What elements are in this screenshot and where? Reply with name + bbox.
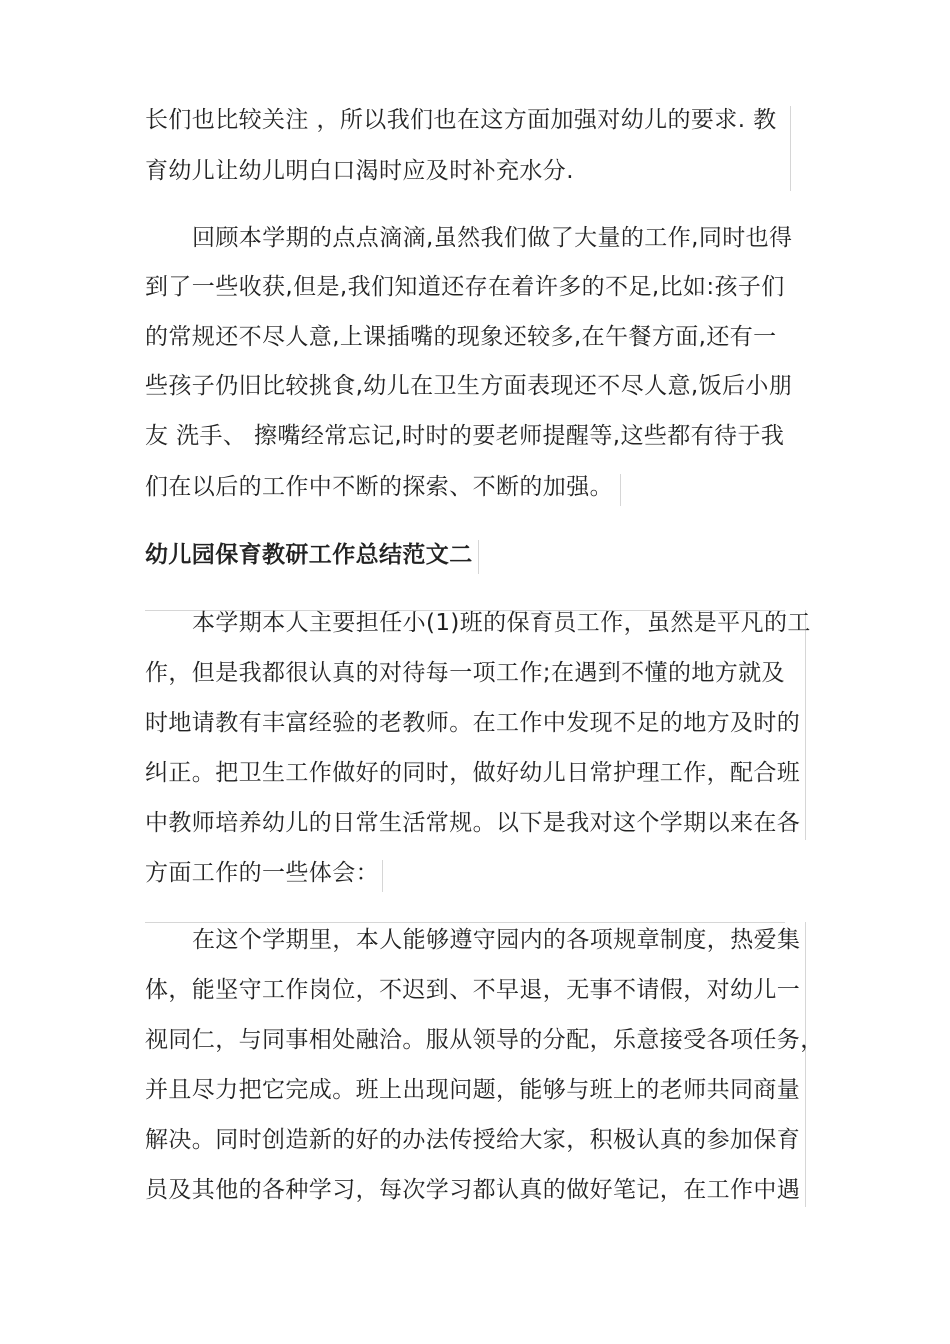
paragraph-line: 方面工作的一些体会： — [145, 860, 379, 886]
paragraph-line: 到了一些收获,但是,我们知道还存在着许多的不足,比如:孩子们 — [145, 274, 785, 300]
paragraph-line: 并且尽力把它完成。班上出现问题，能够与班上的老师共同商量 — [145, 1077, 801, 1103]
divider — [805, 922, 806, 1207]
paragraph-line: 长们也比较关注 ，所以我们也在这方面加强对幼儿的要求. 教 — [145, 107, 777, 133]
paragraph-line: 解决。同时创造新的好的办法传授给大家，积极认真的参加保育 — [145, 1127, 801, 1153]
paragraph-line: 在这个学期里，本人能够遵守园内的各项规章制度，热爱集 — [192, 927, 801, 953]
paragraph-line: 友 洗手、 擦嘴经常忘记,时时的要老师提醒等,这些都有待于我 — [145, 423, 785, 449]
paragraph-line: 员及其他的各种学习，每次学习都认真的做好笔记，在工作中遇 — [145, 1177, 801, 1203]
paragraph-line: 育幼儿让幼儿明白口渴时应及时补充水分. — [145, 158, 574, 184]
section-heading: 幼儿园保育教研工作总结范文二 — [145, 542, 473, 568]
paragraph-line: 纠正。把卫生工作做好的同时，做好幼儿日常护理工作，配合班 — [145, 760, 801, 786]
paragraph-line: 的常规还不尽人意,上课插嘴的现象还较多,在午餐方面,还有一 — [145, 324, 777, 350]
divider — [478, 540, 479, 574]
paragraph-line: 视同仁，与同事相处融洽。服从领导的分配，乐意接受各项任务， — [145, 1027, 824, 1053]
divider — [620, 474, 621, 506]
paragraph-line: 体，能坚守工作岗位，不迟到、不早退，无事不请假，对幼儿一 — [145, 977, 801, 1003]
paragraph-line: 本学期本人主要担任小(1)班的保育员工作，虽然是平凡的工 — [192, 610, 811, 636]
paragraph-line: 些孩子仍旧比较挑食,幼儿在卫生方面表现还不尽人意,饭后小朋 — [145, 373, 793, 399]
paragraph-line: 中教师培养幼儿的日常生活常规。以下是我对这个学期以来在各 — [145, 810, 801, 836]
paragraph-line: 时地请教有丰富经验的老教师。在工作中发现不足的地方及时的 — [145, 710, 801, 736]
paragraph-line: 回顾本学期的点点滴滴,虽然我们做了大量的工作,同时也得 — [192, 225, 793, 251]
divider — [790, 106, 791, 191]
divider — [382, 860, 383, 892]
paragraph-line: 作，但是我都很认真的对待每一项工作;在遇到不懂的地方就及 — [145, 660, 785, 686]
paragraph-line: 们在以后的工作中不断的探索、不断的加强。 — [145, 474, 613, 500]
divider — [805, 610, 806, 840]
